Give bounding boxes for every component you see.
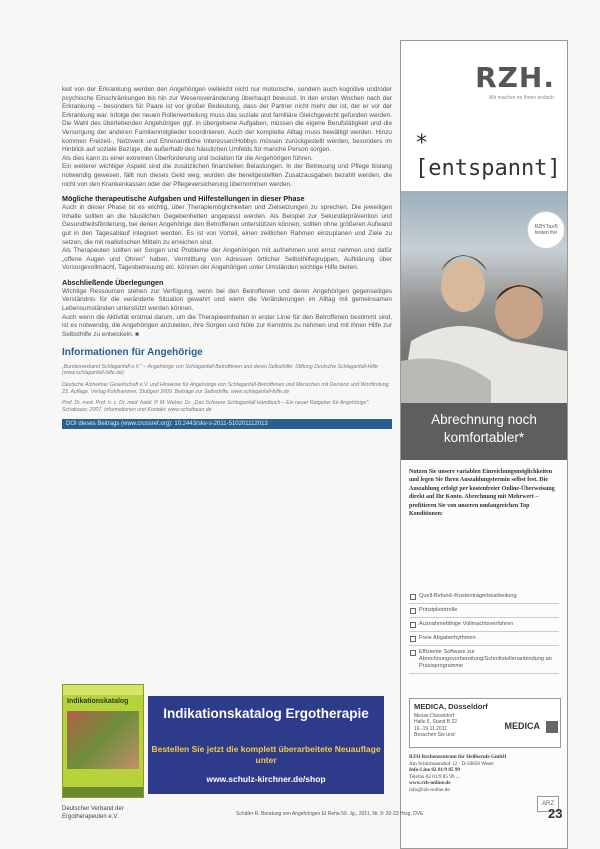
rzh-tagline: Wir machen es Ihnen einfach.	[488, 95, 555, 101]
ad-banner-text: Abrechnung noch komfortabler*	[401, 403, 567, 461]
footer-organization: Deutscher Verband der Ergotherapeuten e.V.	[62, 806, 124, 820]
reference-entry: „Bundesverband Schlaganfall e.V." – Angehörige von Schlaganfall-Betroffenen und deren Selbsthilfe; Stiftung Deutsche Schlaganfall-Hilfe (www.schlaganfall-hilfe.de)	[62, 363, 378, 377]
checklist-item: Effiziente Software zur Abrechnungsvorbereitung/Schnittstellenanbindung an Praxisprogramme	[409, 646, 559, 674]
telefax: Telefax 02 81/9 85 99 ...	[409, 773, 460, 780]
company-name: RZH Rechenzentrum für Heilberufe GmbH	[409, 754, 507, 760]
book-cover-footer	[63, 787, 143, 797]
article-paragraph: Als dies kann zu einer extremen Überforderung und Isolation für die Angehörigen führen.	[62, 154, 313, 162]
website-link[interactable]: www.rzh-online.de	[409, 780, 451, 787]
checklist-item: Quell-Befund-/Kostenträgerbearbeitung	[409, 590, 559, 604]
rzh-info-box	[400, 460, 568, 849]
event-details: Messe Düsseldorf Halle 6, Stand B 22 16.-19.11.2011 Besuchen Sie uns!	[414, 713, 458, 739]
feature-checklist	[409, 590, 559, 674]
info-heading: Informationen für Angehörige	[62, 347, 203, 359]
checklist-item: Ausnahmefähige Vollmachtsverfahren	[409, 618, 559, 632]
article-main-column	[62, 86, 392, 429]
shop-link[interactable]: www.schulz-kirchner.de/shop	[206, 774, 326, 784]
article-paragraph: Auch in dieser Phase ist es wichtig, über Therapiemöglichkeiten und Zielsetzungen zu sprechen. Die jeweiligen Inhalte sollten an die häuslichen Gegebenheiten angepasst werden. Als Beispiel zur Sekundärprävention und Gesundheitsförderung, bei denen Angehörige den Betroffenen unterstützen können, sollten ohne größeren Aufwand gut in den Tagesablauf integriert werden. Es ist von Vorteil, einen zeitlichen Rahmen einzuplanen und Ziele zu setzen, die mit realistischen Mitteln zu erreichen sind.	[62, 204, 392, 246]
article-paragraph: Als Therapeuten sollten wir Sorgen und Probleme der Angehörigen mit aufnehmen und ernst nehmen und dafür „offene Augen und Ohren" haben. Vermittlung von Adressen örtlicher Selbsthilfegruppen, Aufklärung über Vorsorgevollmacht, Tagesbetreuung etc. können der Angehörigen unter Umständen wichtige Hilfe bieten.	[62, 247, 392, 272]
ad-title: Indikationskatalog Ergotherapie	[163, 706, 369, 721]
book-cover-title: Indikationskatalog	[67, 698, 129, 705]
reference-entry: Deutsche Alzheimer Gesellschaft e.V. und Hinweise für Angehörige von Schlaganfall-Betroffenen und Menschen mit Demenz und Wortfindung. 23. Auflage. Verlag Kohlhammer, Stuttgart 2009. Beiträge zur Selbsthilfe, www.schlaganfall-hilfe.de	[62, 382, 390, 395]
article-paragraph: Wichtige Ressourcen stehen zur Verfügung, wenn bei den Betroffenen und deren Angehörigen gegenseitiges Verständnis für die veränderte Situation gewahrt und wenn die Veränderungen im Alltag mit gemeinsamen Lebensumständen unterstützt werden können.	[62, 287, 392, 313]
medica-logo: MEDICA	[504, 721, 540, 731]
event-title: MEDICA, Düsseldorf	[414, 702, 488, 711]
medica-event-box	[409, 698, 561, 748]
page-number: 23	[548, 806, 563, 821]
email-link[interactable]: info@rzh-online.de	[409, 786, 450, 793]
rzh-advertisement[interactable]	[400, 40, 568, 462]
info-intro: Nutzen Sie unsere variablen Einreichungsmöglichkeiten und legen Sie Ihren Auszahlungstermin selbst fest. Die Auszahlung erfolgt per kostenfreier Online-Überweisung direkt auf Ihr Konto. Abrechnung mit Mehrwert – profitieren Sie von unseren umfangreichen Top Konditionen:	[409, 469, 555, 518]
article-paragraph: Auch wenn die Aktivität erstmal darum, um die Therapieeinheiten in erster Linie für den Betroffenen bestimmt sind, ist es notwendig, die Angehörigen anzuleiten, ihre Sorgen und Nöte zur Kenntnis zu nehmen und mit ihnen Hilfe zur Selbsthilfe zu entwickeln. ■	[62, 313, 392, 338]
ad-headline: *[entspannt]	[415, 131, 561, 181]
book-cover-image	[67, 711, 139, 769]
checklist-item: Freie Abgaberhythmen	[409, 632, 559, 646]
checklist-item: Prinzipkontrolle	[409, 604, 559, 618]
medica-cross-icon	[546, 721, 558, 733]
section-heading-conclusion: Abschließende Überlegungen	[62, 277, 164, 287]
book-cover-header	[63, 685, 143, 695]
contact-block	[409, 754, 559, 794]
section-heading-therapeutic: Mögliche therapeutische Aufgaben und Hilfestellungen in dieser Phase	[62, 194, 305, 204]
ad-subtitle: Bestellen Sie jetzt die komplett überarbeitete Neuauflage unter	[151, 744, 381, 765]
company-address: Am Schürmannshof 12 · D-50858 Wesel	[409, 760, 494, 767]
article-paragraph: keit von der Erkrankung werden den Angehörigen vielleicht nicht nur motorische, sondern auch kognitive und/oder psychische Einschränkungen bis hin zur Wesensveränderung überhaupt bewusst. In den ersten Wochen nach der Erkrankung – besonders für Paare ist vor großer Bedeutung, dass der Partner nicht mehr der ist, der er vor der Erkrankung war. Infolge der neuen Rollenverteilung muss das soziale und familiäre Gleichgewicht gefunden werden. Die Wahl des überlebenden Angehörigen ggf. in übergebene Aufgaben, müssen die eigene Berufstätigkeit und die Versorgung der anderen Familienmitglieder koordinieren. Auch der komplette Alltag muss bewältigt werden. Hinzu kommen Freizeit-, Netzwerk und Ehrenamtliche Interessen/Hobbys müssen zurückgestellt werden, besonders im Hinblick auf soziale Bezüge, die außerhalb des häuslichen Umfelds für manche Person sorgen.	[62, 86, 392, 154]
rzh-logo: RZH.	[475, 61, 555, 94]
arz-logo: ARZ	[537, 796, 559, 812]
reference-entry: Prof. Dr. med. Prof. h. c. Dr. med. habil. P. M. Weber, Dr. „Das Schwere Schlaganfall Handbuch – Ein neuer Ratgeber für Angehörige". Schattauer, 2007. Informationen und Kontakt: www.schattauer.de	[62, 400, 370, 413]
book-cover[interactable]	[62, 684, 144, 798]
article-paragraph: Ein weiterer wichtiger Aspekt sind die zusätzlichen finanziellen Belastungen. In der Betreuung und Pflege bislang notwendig gewesen, fällt nun dieses Geld weg, wurden die bereitgestellten Zusatzausgaben bezahlt werden, die nicht von den Krankenkassen oder der Pflegeversicherung übernommen werden.	[62, 163, 392, 188]
test-badge[interactable]: RZH Tax® testen frei	[527, 211, 565, 249]
footer-citation: Schäfer R. Beratung von Angehörigen Et Reha 50. Jg., 2011, Nr. 9: 20-23 Hrsg. DVE	[236, 811, 424, 817]
doi-bar[interactable]: DOI dieses Beitrags (www.crossref.org): 10.2443/skv-s-2011-510201112013	[62, 419, 392, 429]
book-advertisement[interactable]	[148, 696, 384, 794]
info-line: Info-Line 02 81/9 85 99	[409, 767, 461, 774]
